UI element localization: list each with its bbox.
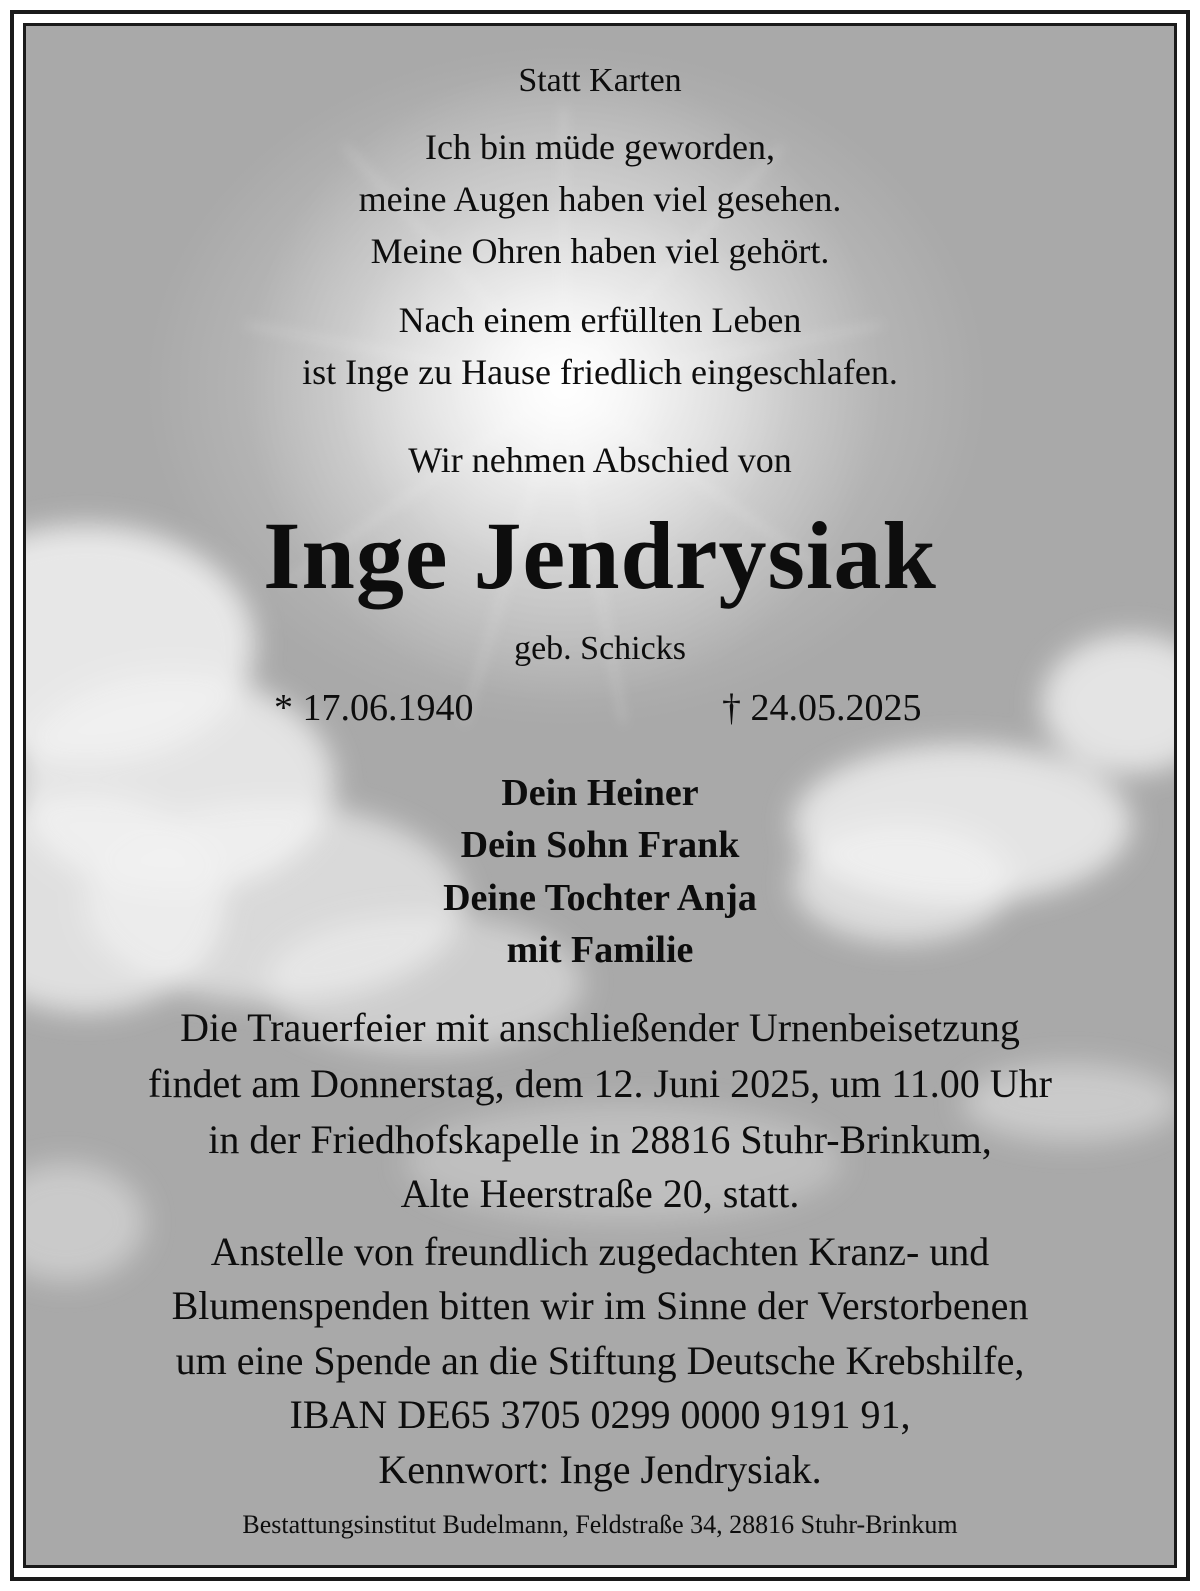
donation-line: Anstelle von freundlich zugedachten Kranz- und — [210, 1229, 990, 1274]
ceremony-line: in der Friedhofskapelle in 28816 Stuhr-Brinkum, — [208, 1117, 992, 1162]
deceased-name: Inge Jendrysiak — [263, 502, 937, 609]
family-line: Dein Sohn Frank — [460, 824, 740, 866]
life-dates — [26, 686, 1174, 730]
death-date: † 24.05.2025 — [722, 687, 922, 729]
iban-line: IBAN DE65 3705 0299 0000 9191 91, — [289, 1392, 911, 1437]
ceremony-line: findet am Donnerstag, dem 12. Juni 2025, um 11.00 Uhr — [148, 1061, 1052, 1106]
undertaker-line: Bestattungsinstitut Budelmann, Feldstraße 34, 28816 Stuhr-Brinkum — [242, 1510, 958, 1539]
family-line: mit Familie — [506, 929, 694, 971]
ceremony-line: Die Trauerfeier mit anschließender Urnenbeisetzung — [180, 1005, 1020, 1050]
donation-line: um eine Spende an die Stiftung Deutsche Krebshilfe, — [175, 1338, 1025, 1383]
intro-line: Nach einem erfüllten Leben — [398, 300, 802, 340]
outer-border — [10, 10, 1190, 1581]
birth-name: geb. Schicks — [514, 630, 686, 667]
poem-line: meine Augen haben viel gesehen. — [358, 179, 842, 219]
poem-line: Meine Ohren haben viel gehört. — [370, 231, 830, 271]
obituary-text — [26, 26, 1174, 1565]
inner-border — [23, 23, 1177, 1568]
family-line: Dein Heiner — [501, 772, 699, 814]
birth-date: * 17.06.1940 — [274, 687, 474, 729]
intro-line: ist Inge zu Hause friedlich eingeschlafen. — [302, 352, 898, 392]
donation-line: Blumenspenden bitten wir im Sinne der Verstorbenen — [171, 1283, 1029, 1328]
ceremony-line: Alte Heerstraße 20, statt. — [400, 1171, 800, 1216]
keyword-line: Kennwort: Inge Jendrysiak. — [378, 1447, 822, 1492]
farewell-line: Wir nehmen Abschied von — [408, 440, 792, 480]
family-line: Deine Tochter Anja — [443, 877, 757, 919]
statt-karten-label: Statt Karten — [518, 62, 682, 99]
poem-line: Ich bin müde geworden, — [425, 127, 775, 167]
